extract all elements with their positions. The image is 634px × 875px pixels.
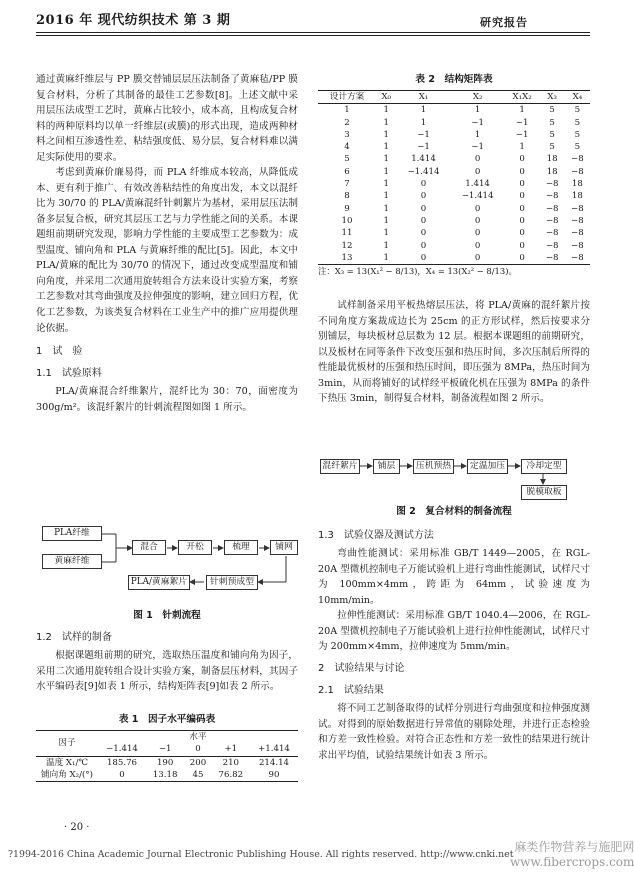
- box-open: 开松: [178, 540, 212, 555]
- table-cell: −8: [545, 215, 559, 226]
- page-number: · 20 ·: [64, 822, 90, 833]
- box-preneedle: 针刺预成型: [206, 575, 258, 590]
- table-1-header-level: 水平: [189, 732, 207, 742]
- table-cell: 18: [571, 191, 583, 202]
- table-cell: 1: [383, 228, 389, 239]
- figure-2-caption: 图 2 复合材料的制备流程: [396, 506, 512, 517]
- table-cell: 13.18: [152, 769, 178, 780]
- table-cell: 0: [420, 240, 427, 251]
- intro-paragraph-2: 考虑到黄麻价廉易得，而 PLA 纤维成本较高，从降低成本、更有利于推广、有效改善粘结性的角度出发，本文以混纤比为 30/70 的 PLA/黄麻混纤针刺絮片为基材，采用层压法制备多层复合板，研究其层压工艺与力学性能之间的关系。本课题组前期研究发现，影响力学性能的主要成型工艺参数为：成型温度、铺向角和 PLA 与黄麻纤维的配比[5]。因此，本文中 PLA/黄麻的配比为 30/70 的情况下，通过改变成型温度和铺向角度，并采用二次通用旋转组合方法来设计实验方案，考察工艺参数对其弯曲强度及拉伸强度的影响，建立回归方程，优化工艺参数，为该类复合材料在工业生产中的推广应用提供理论依据。: [36, 167, 298, 334]
- table-cell: −8: [571, 203, 584, 214]
- table-1-factor-name: 铺向角 X₂/(°): [41, 769, 93, 780]
- table-cell: 11: [341, 228, 353, 239]
- table-cell: 90: [268, 769, 280, 780]
- table-row: [318, 153, 590, 165]
- intro-paragraph-1: 通过黄麻纤维层与 PP 膜交替铺层层压法制备了黄麻毡/PP 膜复合材料，分析了其制备的最佳工艺参数[8]。上述文献中采用层压法成型工艺时，黄麻占比较小，成本高，且构成复合材料的两种原料均以单一纤维层(或膜)的形式出现，造成两种材料之间相互渗透性差、粘结强度低、易分层，复合材料难以满足实际使用的要求。: [36, 74, 298, 163]
- table-1-level-cell: −1: [158, 744, 172, 755]
- table-cell: 1.414: [465, 179, 490, 190]
- table-cell: 6: [344, 166, 350, 177]
- table-cell: 0: [420, 191, 427, 202]
- box-demold: 脱模取板: [521, 485, 567, 500]
- table-cell: 1: [383, 203, 389, 214]
- tensile-test-paragraph: 拉伸性能测试：采用标准 GB/T 1040.4—2006，在 RGL-20A 型微机控制电子万能试验机上进行拉伸性能测试，试样尺寸为 200mm×4mm，拉伸速度为 5mm/min。: [318, 610, 590, 653]
- table-cell: 0: [519, 179, 525, 190]
- table-cell: 5: [574, 142, 581, 153]
- table-2: [318, 90, 590, 279]
- table-cell: 0: [519, 154, 525, 165]
- table-row: [318, 117, 590, 129]
- figure-2-flowchart: [318, 456, 590, 502]
- figure-1-caption: 图 1 针刺流程: [133, 610, 201, 621]
- table-cell: 1: [383, 129, 389, 140]
- table-cell: 1: [383, 166, 389, 177]
- table-cell: 3: [344, 129, 350, 140]
- subsection-heading: 2.1 试验结果: [318, 685, 384, 697]
- table-2-header-cell: X₀: [381, 92, 392, 102]
- table-cell: −8: [545, 252, 559, 263]
- table-cell: 210: [222, 757, 240, 768]
- table-cell: 0: [420, 179, 427, 190]
- table-cell: 4: [344, 142, 350, 153]
- table-cell: 0: [474, 252, 481, 263]
- table-cell: −8: [545, 203, 559, 214]
- table-cell: 0: [519, 166, 525, 177]
- table-cell: 8: [344, 191, 350, 202]
- table-cell: −8: [571, 240, 584, 251]
- table-cell: 5: [549, 129, 555, 140]
- table-cell: 18: [571, 179, 583, 190]
- table-row: [318, 203, 590, 215]
- table-cell: 0: [519, 240, 525, 251]
- header-rule-thin: [36, 35, 590, 36]
- table-2-header-cell: X₁X₂: [512, 92, 532, 102]
- journal-header: 2016 年 现代纺织技术 第 3 期: [36, 13, 231, 28]
- section-heading: 2 试验结果与讨论: [318, 662, 405, 674]
- table-cell: 9: [344, 203, 350, 214]
- table-cell: 0: [474, 228, 481, 239]
- subsection-heading: 1.3 试验仪器及测试方法: [318, 530, 434, 541]
- table-1-level-cell: +1: [224, 744, 238, 755]
- table-2-header-cell: X₁: [418, 92, 429, 102]
- table-row: [318, 141, 590, 153]
- table-cell: −8: [571, 228, 584, 239]
- table-cell: 7: [344, 179, 350, 190]
- table-cell: 5: [549, 117, 555, 128]
- table-cell: 214.14: [258, 757, 290, 768]
- box-card: 梳理: [224, 540, 258, 555]
- table-cell: 0: [519, 228, 525, 239]
- table-1-level-cell: +1.414: [258, 744, 290, 755]
- preparation-paragraph: 根据课题组前期的研究，选取热压温度和铺向角为因子，采用二次通用旋转组合设计实验方案，制备层压材料，其因子水平编码表[9]如表 1 所示，结构矩阵表[9]如表 2 所示。: [36, 650, 298, 693]
- table-cell: 185.76: [106, 757, 138, 768]
- subsection-heading: 1.2 试样的制备: [36, 632, 112, 643]
- header-rule: [36, 32, 590, 33]
- table-cell: −1.414: [461, 191, 494, 202]
- table-cell: 1: [383, 142, 389, 153]
- bending-test-paragraph: 弯曲性能测试：采用标准 GB/T 1449—2005，在 RGL-20A 型微机控制电子万能试验机上进行弯曲性能测试，试样尺寸为 100mm×4mm，跨距为 64mm，试验速度为 10mm/min。: [318, 548, 590, 606]
- table-2-caption: 表 2 结构矩阵表: [415, 74, 493, 85]
- box-preheat: 压机预热: [413, 459, 454, 474]
- table-cell: 0: [474, 154, 481, 165]
- table-cell: 45: [192, 769, 204, 780]
- table-cell: 5: [574, 105, 581, 116]
- table-row: [318, 166, 590, 178]
- table-cell: 0: [474, 215, 481, 226]
- table-cell: 1: [383, 252, 389, 263]
- subsection-heading: 1.1 试验原料: [36, 368, 102, 380]
- table-row: [318, 215, 590, 227]
- table-cell: 190: [156, 757, 174, 768]
- table-1-factor-name: 温度 X₁/℃: [46, 757, 88, 768]
- table-cell: −1: [417, 129, 430, 140]
- table-cell: −1: [515, 117, 529, 128]
- table-cell: 1: [383, 154, 389, 165]
- table-cell: 0: [119, 769, 125, 780]
- table-cell: −8: [545, 228, 559, 239]
- table-cell: 0: [519, 215, 525, 226]
- table-cell: 0: [420, 228, 427, 239]
- table-1-level-cell: −1.414: [106, 744, 138, 755]
- table-cell: 10: [341, 215, 353, 226]
- table-1-header-factor: 因子: [58, 738, 76, 749]
- box-jute-fiber: 黄麻纤维: [42, 554, 102, 569]
- table-cell: 1: [383, 179, 389, 190]
- table-row: [318, 252, 590, 265]
- table-cell: 1: [519, 142, 525, 153]
- table-cell: 0: [420, 252, 427, 263]
- materials-paragraph: PLA/黄麻混合纤维絮片，混纤比为 30：70，面密度为 300g/m²。该混纤絮片的针刺流程图如图 1 所示。: [36, 386, 298, 413]
- box-lay: 铺网: [270, 540, 298, 555]
- watermark: [510, 840, 634, 870]
- table-row: [318, 178, 590, 190]
- table-cell: 1: [383, 117, 389, 128]
- table-2-note: 注：X₃ = 13(X₁² − 8/13)，X₄ = 13(X₂² − 8/13)。: [318, 266, 517, 277]
- table-cell: −8: [545, 240, 559, 251]
- table-cell: 1: [344, 105, 350, 116]
- table-cell: 1: [383, 215, 389, 226]
- table-cell: 1: [474, 105, 481, 116]
- left-column: [36, 72, 298, 415]
- table-cell: −8: [571, 154, 584, 165]
- table-cell: 1: [383, 240, 389, 251]
- left-column-lower: [36, 624, 298, 695]
- table-cell: −8: [545, 191, 559, 202]
- table-1-caption: 表 1 因子水平编码表: [118, 714, 216, 725]
- table-row: [318, 129, 590, 141]
- right-column: [318, 298, 590, 407]
- table-row: [318, 104, 590, 117]
- box-layup: 铺层: [373, 459, 400, 474]
- preparation-paragraph-2: 试样制备采用平板热熔层压法，将 PLA/黄麻的混纤絮片按不同角度方案裁成边长为 25cm 的正方形试样，然后按要求分别铺层，每块板材总层数为 12 层。根据本课题组的前期研究，以及板材在同等条件下改变压强和热压时间，多次压制后所得的性能最优板材的压强和热压时间，即压强为 8MPa，热压时间为 3min，从而将铺好的试样经平板硫化机在压强为 8MPa 的条件下热压 3min，制得复合材料，制备流程如图 2 所示。: [318, 300, 590, 405]
- table-cell: −8: [571, 252, 584, 263]
- table-cell: −8: [571, 215, 584, 226]
- table-cell: 76.82: [218, 769, 244, 780]
- section-label: 研究报告: [480, 16, 528, 29]
- box-blend-web: 混纤絮片: [320, 459, 360, 474]
- right-column-lower: [318, 522, 590, 763]
- watermark-line-2: www.fibercrops.com: [510, 855, 634, 869]
- table-cell: 0: [474, 166, 481, 177]
- table-cell: −8: [571, 166, 584, 177]
- table-cell: 1: [519, 105, 525, 116]
- table-cell: 5: [574, 117, 581, 128]
- table-cell: 12: [341, 240, 353, 251]
- table-cell: 0: [420, 215, 427, 226]
- table-cell: 1: [474, 129, 481, 140]
- table-row: [36, 756, 298, 769]
- table-cell: 5: [344, 154, 350, 165]
- table-cell: 0: [519, 252, 525, 263]
- table-cell: −1.414: [407, 166, 440, 177]
- table-cell: −1: [471, 117, 484, 128]
- results-paragraph: 将不同工艺制备取得的试样分别进行弯曲强度和拉伸强度测试。对得到的原始数据进行异常值的剔除处理，并进行正态检验和方差一致性检验。对符合正态性和方差一致性的结果进行统计求出平均值，试验结果统计如表 3 所示。: [318, 703, 590, 761]
- table-cell: −8: [545, 179, 559, 190]
- table-2-header-cell: X₃: [547, 92, 557, 102]
- table-cell: −1: [471, 142, 484, 153]
- table-row: [318, 227, 590, 239]
- table-cell: 5: [574, 129, 581, 140]
- table-cell: 18: [546, 166, 558, 177]
- figure-1-flowchart: [36, 518, 298, 604]
- table-cell: 0: [420, 203, 427, 214]
- table-2-header-cell: X₄: [572, 92, 583, 102]
- table-2-header-cell: 设计方案: [329, 92, 365, 102]
- table-cell: 0: [474, 240, 481, 251]
- table-cell: −1: [515, 129, 529, 140]
- table-cell: 13: [341, 252, 353, 263]
- table-1: [36, 730, 298, 782]
- box-cool: 冷却定型: [521, 459, 567, 474]
- table-row: [318, 240, 590, 252]
- box-press: 定温加压: [467, 459, 508, 474]
- table-cell: 5: [549, 142, 555, 153]
- table-cell: 0: [519, 191, 525, 202]
- copyright-footer: ?1994-2016 China Academic Journal Electronic Publishing House. All rights reserved. http://www.cnki.net: [8, 849, 514, 860]
- table-cell: 0: [474, 203, 481, 214]
- table-cell: 2: [344, 117, 350, 128]
- table-cell: −1: [417, 142, 430, 153]
- table-row: [318, 190, 590, 202]
- watermark-line-1: 麻类作物营养与施肥网: [514, 840, 634, 854]
- box-pla-fiber: PLA纤维: [42, 526, 102, 541]
- table-cell: 1: [420, 117, 427, 128]
- box-product: PLA/黄麻絮片: [128, 575, 190, 590]
- box-mix: 混合: [132, 540, 166, 555]
- table-cell: 18: [546, 154, 558, 165]
- section-heading: 1 试 验: [36, 346, 83, 358]
- table-row: [36, 769, 298, 782]
- table-cell: 5: [549, 105, 555, 116]
- table-cell: 0: [519, 203, 525, 214]
- table-cell: 200: [189, 757, 207, 768]
- table-cell: 1: [383, 191, 389, 202]
- table-cell: 1: [383, 105, 389, 116]
- table-cell: 1: [420, 105, 427, 116]
- table-cell: 1.414: [411, 154, 436, 165]
- table-2-header-cell: X₂: [472, 92, 483, 102]
- table-1-level-cell: 0: [195, 744, 201, 755]
